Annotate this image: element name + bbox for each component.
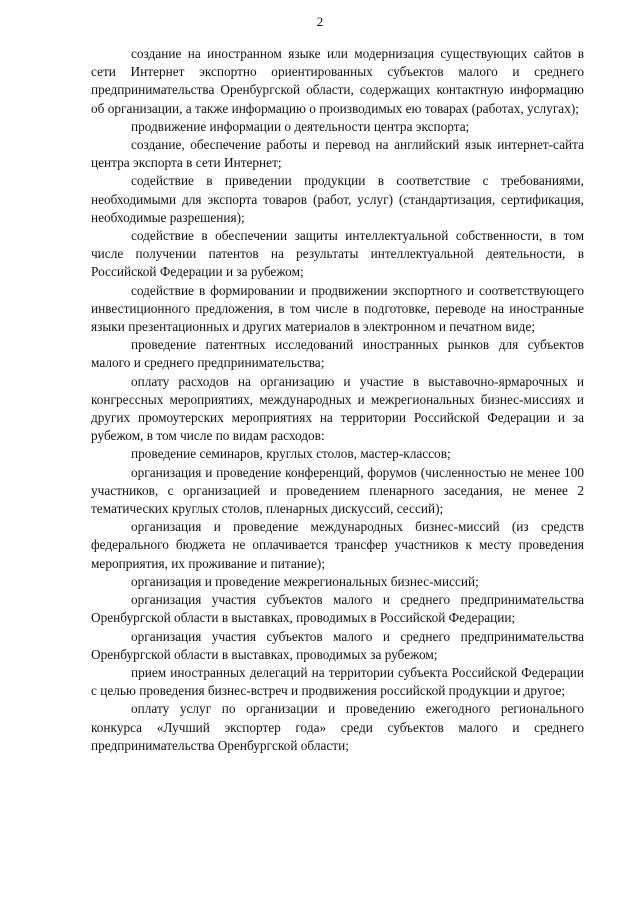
- paragraph-foreign-delegations: прием иностранных делегаций на территории субъекта Российской Федерации с целью проведения бизнес-встреч и продвижения российской продукции и другое;: [91, 664, 584, 699]
- paragraph-promotion-info: продвижение информации о деятельности центра экспорта;: [131, 118, 470, 134]
- document-body: [91, 45, 584, 755]
- paragraph-interregional-missions: организация и проведение межрегиональных бизнес-миссий;: [131, 573, 479, 589]
- paragraph-exporter-contest: оплату услуг по организации и проведению ежегодного регионального конкурса «Лучший экспортер года» среди субъектов малого и среднего предпринимательства Оренбургской области;: [91, 701, 584, 753]
- paragraph-international-missions: организация и проведение международных бизнес-миссий (из средств федерального бюджета не оплачивается трансфер участников к месту проведения мероприятия, их проживание и питание);: [91, 519, 584, 571]
- paragraph-seminars: проведение семинаров, круглых столов, мастер-классов;: [131, 446, 451, 462]
- paragraph-website-creation: создание на иностранном языке или модернизация существующих сайтов в сети Интернет экспортно ориентированных субъектов малого и среднего предпринимательства Оренбургской области, содержащих контактную информацию об организации, а также информацию о производимых ею товарах (работах, услугах);: [91, 46, 584, 116]
- paragraph-exhibitions-russia: организация участия субъектов малого и среднего предпринимательства Оренбургской области в выставках, проводимых в Российской Федерации;: [91, 592, 584, 626]
- paragraph-exhibition-costs: оплату расходов на организацию и участие в выставочно-ярмарочных и конгрессных мероприятиях, международных и межрегиональных бизнес-миссиях и других промоутерских мероприятиях на территории Российской Федерации и за рубежом, в том числе по видам расходов:: [91, 373, 584, 444]
- page-number: 2: [316, 14, 324, 29]
- paragraph-conferences: организация и проведение конференций, форумов (численностью не менее 100 участников, с организацией и проведением пленарного заседания, не менее 2 тематических круглых столов, пленарных дискуссий, сессий);: [91, 464, 584, 517]
- paragraph-product-compliance: содействие в приведении продукции в соответствие с требованиями, необходимыми для экспорта товаров (работ, услуг) (стандартизация, сертификация, необходимые разрешения);: [91, 173, 584, 225]
- paragraph-export-center-site: создание, обеспечение работы и перевод на английский язык интернет-сайта центра экспорта в сети Интернет;: [91, 137, 584, 171]
- paragraph-patent-research: проведение патентных исследований иностранных рынков для субъектов малого и среднего предпринимательства;: [91, 337, 584, 371]
- paragraph-export-offer: содействие в формировании и продвижении экспортного и соответствующего инвестиционного предложения, в том числе в подготовке, переводе на иностранные языки презентационных и других материалов в электронном и печатном виде;: [91, 282, 584, 335]
- paragraph-ip-protection: содействие в обеспечении защиты интеллектуальной собственности, в том числе получении патентов на результаты интеллектуальной деятельности, в Российской Федерации и за рубежом;: [91, 228, 584, 280]
- paragraph-exhibitions-abroad: организация участия субъектов малого и среднего предпринимательства Оренбургской области в выставках, проводимых за рубежом;: [91, 628, 584, 662]
